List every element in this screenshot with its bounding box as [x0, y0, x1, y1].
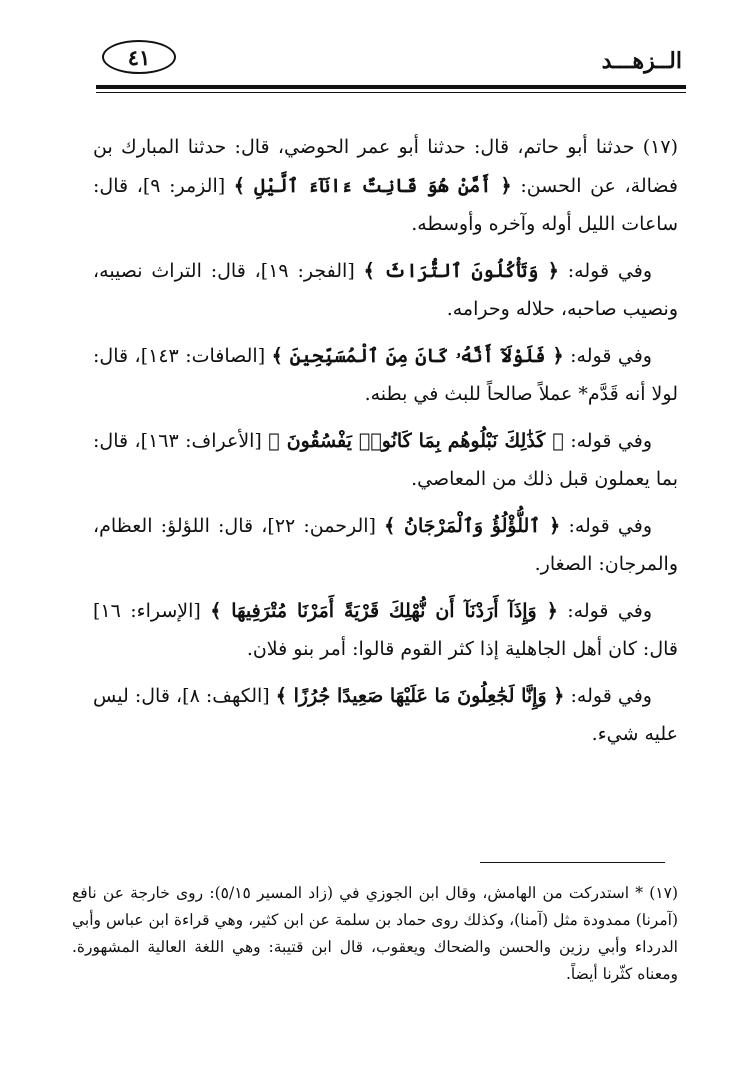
page-number: ٤١ [127, 44, 151, 70]
paragraph [93, 252, 678, 329]
header-rule-thick [96, 85, 686, 89]
running-title: الــزهـــد [601, 48, 682, 74]
paragraph [93, 128, 678, 244]
paragraph-text: وفي قوله: [557, 599, 652, 622]
paragraph-text: [الإسراء: ١٦] قال: كان أهل الجاهلية إذا كثر القوم قالوا: أمر بنو فلان. [93, 599, 678, 660]
paragraph-text: وفي قوله: [563, 429, 652, 452]
footnote-separator [480, 862, 665, 863]
header-rule-thin [96, 92, 686, 93]
paragraph-text: (١٧) حدثنا أبو حاتم، قال: حدثنا أبو عمر الحوضي، قال: حدثنا المبارك بن فضالة، عن الحسن: [93, 136, 678, 197]
paragraph [93, 677, 678, 754]
paragraph-text: [الزمر: ٩]، قال: ساعات الليل أوله وآخره وأوسطه. [93, 174, 678, 235]
quran-verse: ﴿ وَتَأْكُلُونَ ٱلتُّرَاثَ ﴾ [363, 259, 559, 282]
paragraph [93, 507, 678, 584]
paragraph [93, 592, 678, 669]
paragraph-text: [الأعراف: ١٦٣]، قال: بما يعملون قبل ذلك من المعاصي. [93, 429, 678, 490]
quran-verse: ﴿ وَإِنَّا لَجَٰعِلُونَ مَا عَلَيْهَا صَعِيدًا جُرُزًا ﴾ [275, 684, 565, 707]
footnotes [72, 880, 678, 988]
quran-verse: ﴿ ٱللُّؤْلُؤُ وَٱلْمَرْجَانُ ﴾ [384, 514, 561, 537]
page-number-oval [102, 40, 176, 74]
footnote: (١٧) * استدركت من الهامش، وقال ابن الجوزي في (زاد المسير ٥/١٥): روى خارجة عن نافع (آمرنا) ممدودة مثل (آمنا)، وكذلك روى حماد بن سلمة عن ابن كثير، وهي قراءة ابن عباس وأبي الدرداء وأبي رزين والحسن والضحاك ويعقوب، قال ابن قتيبة: وهي اللغة العالية المشهورة. ومعناه كثّرنا أيضاً. [72, 884, 678, 983]
quran-verse: ﴿ وَإِذَآ أَرَدْنَآ أَن نُّهْلِكَ قَرْيَةً أَمَرْنَا مُتْرَفِيهَا ﴾ [210, 599, 558, 622]
paragraph [93, 337, 678, 414]
quran-verse: ﴿ أَمَّنْ هُوَ قَانِتٌ ءَانَآءَ ٱلَّيْلِ ﴾ [233, 174, 512, 197]
paragraph-text: [الكهف: ٨]، قال: ليس عليه شيء. [93, 684, 678, 745]
paragraph-text: وفي قوله: [558, 259, 652, 282]
quran-verse: ﴿ كَذَٰلِكَ نَبْلُوهُم بِمَا كَانُوا۟ يَفْسُقُونَ ﴾ [268, 429, 564, 452]
paragraph-text: وفي قوله: [563, 344, 652, 367]
paragraph-text: [الفجر: ١٩]، قال: التراث نصيبه، ونصيب صاحبه، حلاله وحرامه. [93, 259, 678, 320]
page-header [96, 30, 686, 100]
paragraph [93, 422, 678, 499]
main-text [93, 128, 678, 762]
paragraph-text: وفي قوله: [564, 684, 652, 707]
quran-verse: ﴿ فَلَوْلَآ أَنَّهُۥ كَانَ مِنَ ٱلْمُسَبِّحِينَ ﴾ [271, 344, 564, 367]
paragraph-text: [الرحمن: ٢٢]، قال: اللؤلؤ: العظام، والمرجان: الصغار. [93, 514, 678, 575]
paragraph-text: [الصافات: ١٤٣]، قال: لولا أنه قَدَّم* عملاً صالحاً للبث في بطنه. [93, 344, 678, 405]
paragraph-text: وفي قوله: [560, 514, 652, 537]
